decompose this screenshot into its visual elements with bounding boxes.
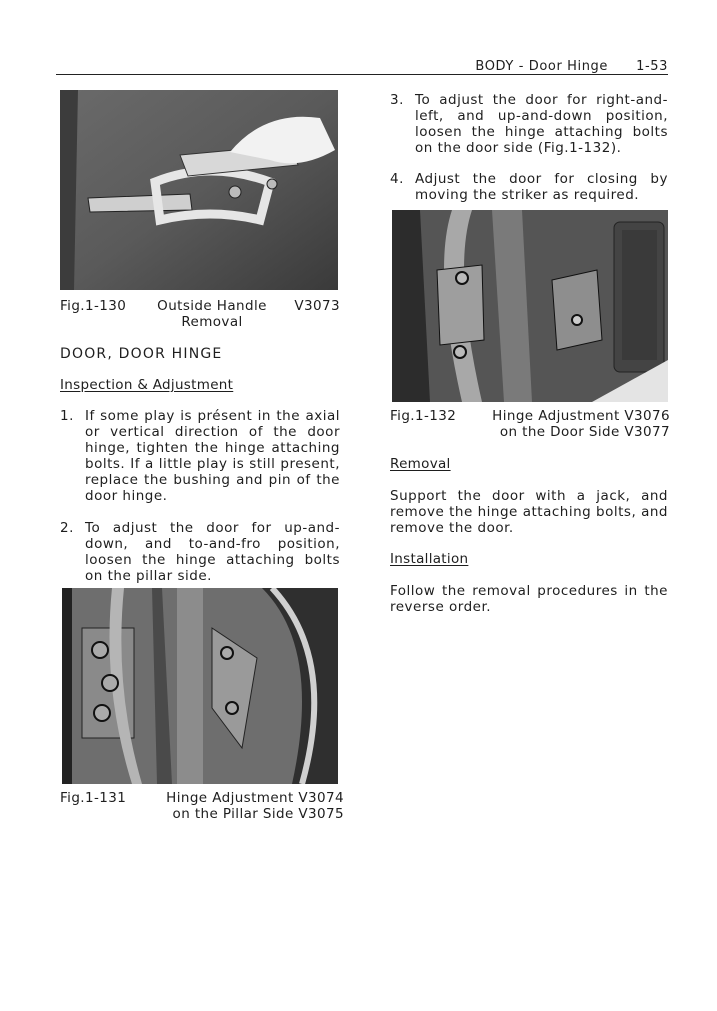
removal-heading: Removal [390, 456, 451, 472]
fig-1-132-number: Fig.1-132 [390, 408, 457, 424]
fig-1-132-photo [392, 210, 668, 402]
fig-1-130-photo [60, 90, 338, 290]
fig-1-132-title: Hinge Adjustment V3076 on the Door Side V3077 [492, 408, 670, 440]
fig-1-131-caption [60, 790, 344, 824]
fig-1-130-title: Outside Handle Removal [157, 298, 267, 330]
section-subtitle: Inspection & Adjustment [60, 377, 234, 393]
header-title: BODY - Door Hinge [475, 59, 608, 74]
step-2-number: 2. [60, 520, 74, 536]
fig-1-130-caption [60, 298, 340, 332]
step-4-text: Adjust the door for closing by moving the striker as required. [415, 171, 668, 203]
section-title: DOOR, DOOR HINGE [60, 346, 223, 362]
fig-1-130-number: Fig.1-130 [60, 298, 127, 314]
installation-heading: Installation [390, 551, 469, 567]
step-4-number: 4. [390, 171, 404, 187]
step-3-text: To adjust the door for right-and-left, and up-and-down position, loosen the hinge attaching bolts on the door side (Fig.1-132). [415, 92, 668, 156]
installation-text: Follow the removal procedures in the reverse order. [390, 583, 668, 615]
page-number: 1-53 [636, 59, 668, 74]
removal-text: Support the door with a jack, and remove the hinge attaching bolts, and remove the door. [390, 488, 668, 536]
fig-1-132-caption [390, 408, 670, 442]
fig-1-131-photo [62, 588, 338, 784]
fig-1-131-title: Hinge Adjustment V3074 on the Pillar Side V3075 [166, 790, 344, 822]
step-1-text: If some play is présent in the axial or vertical direction of the door hinge, tighten the hinge attaching bolts. If a little play is still present, replace the bushing and pin of the door hinge. [85, 408, 340, 504]
step-2-text: To adjust the door for up-and-down, and to-and-fro position, loosen the hinge attaching bolts on the pillar side. [85, 520, 340, 584]
step-3-number: 3. [390, 92, 404, 108]
fig-1-131-number: Fig.1-131 [60, 790, 127, 806]
fig-1-130-code: V3073 [294, 298, 340, 314]
step-1-number: 1. [60, 408, 74, 424]
running-header [56, 58, 668, 75]
